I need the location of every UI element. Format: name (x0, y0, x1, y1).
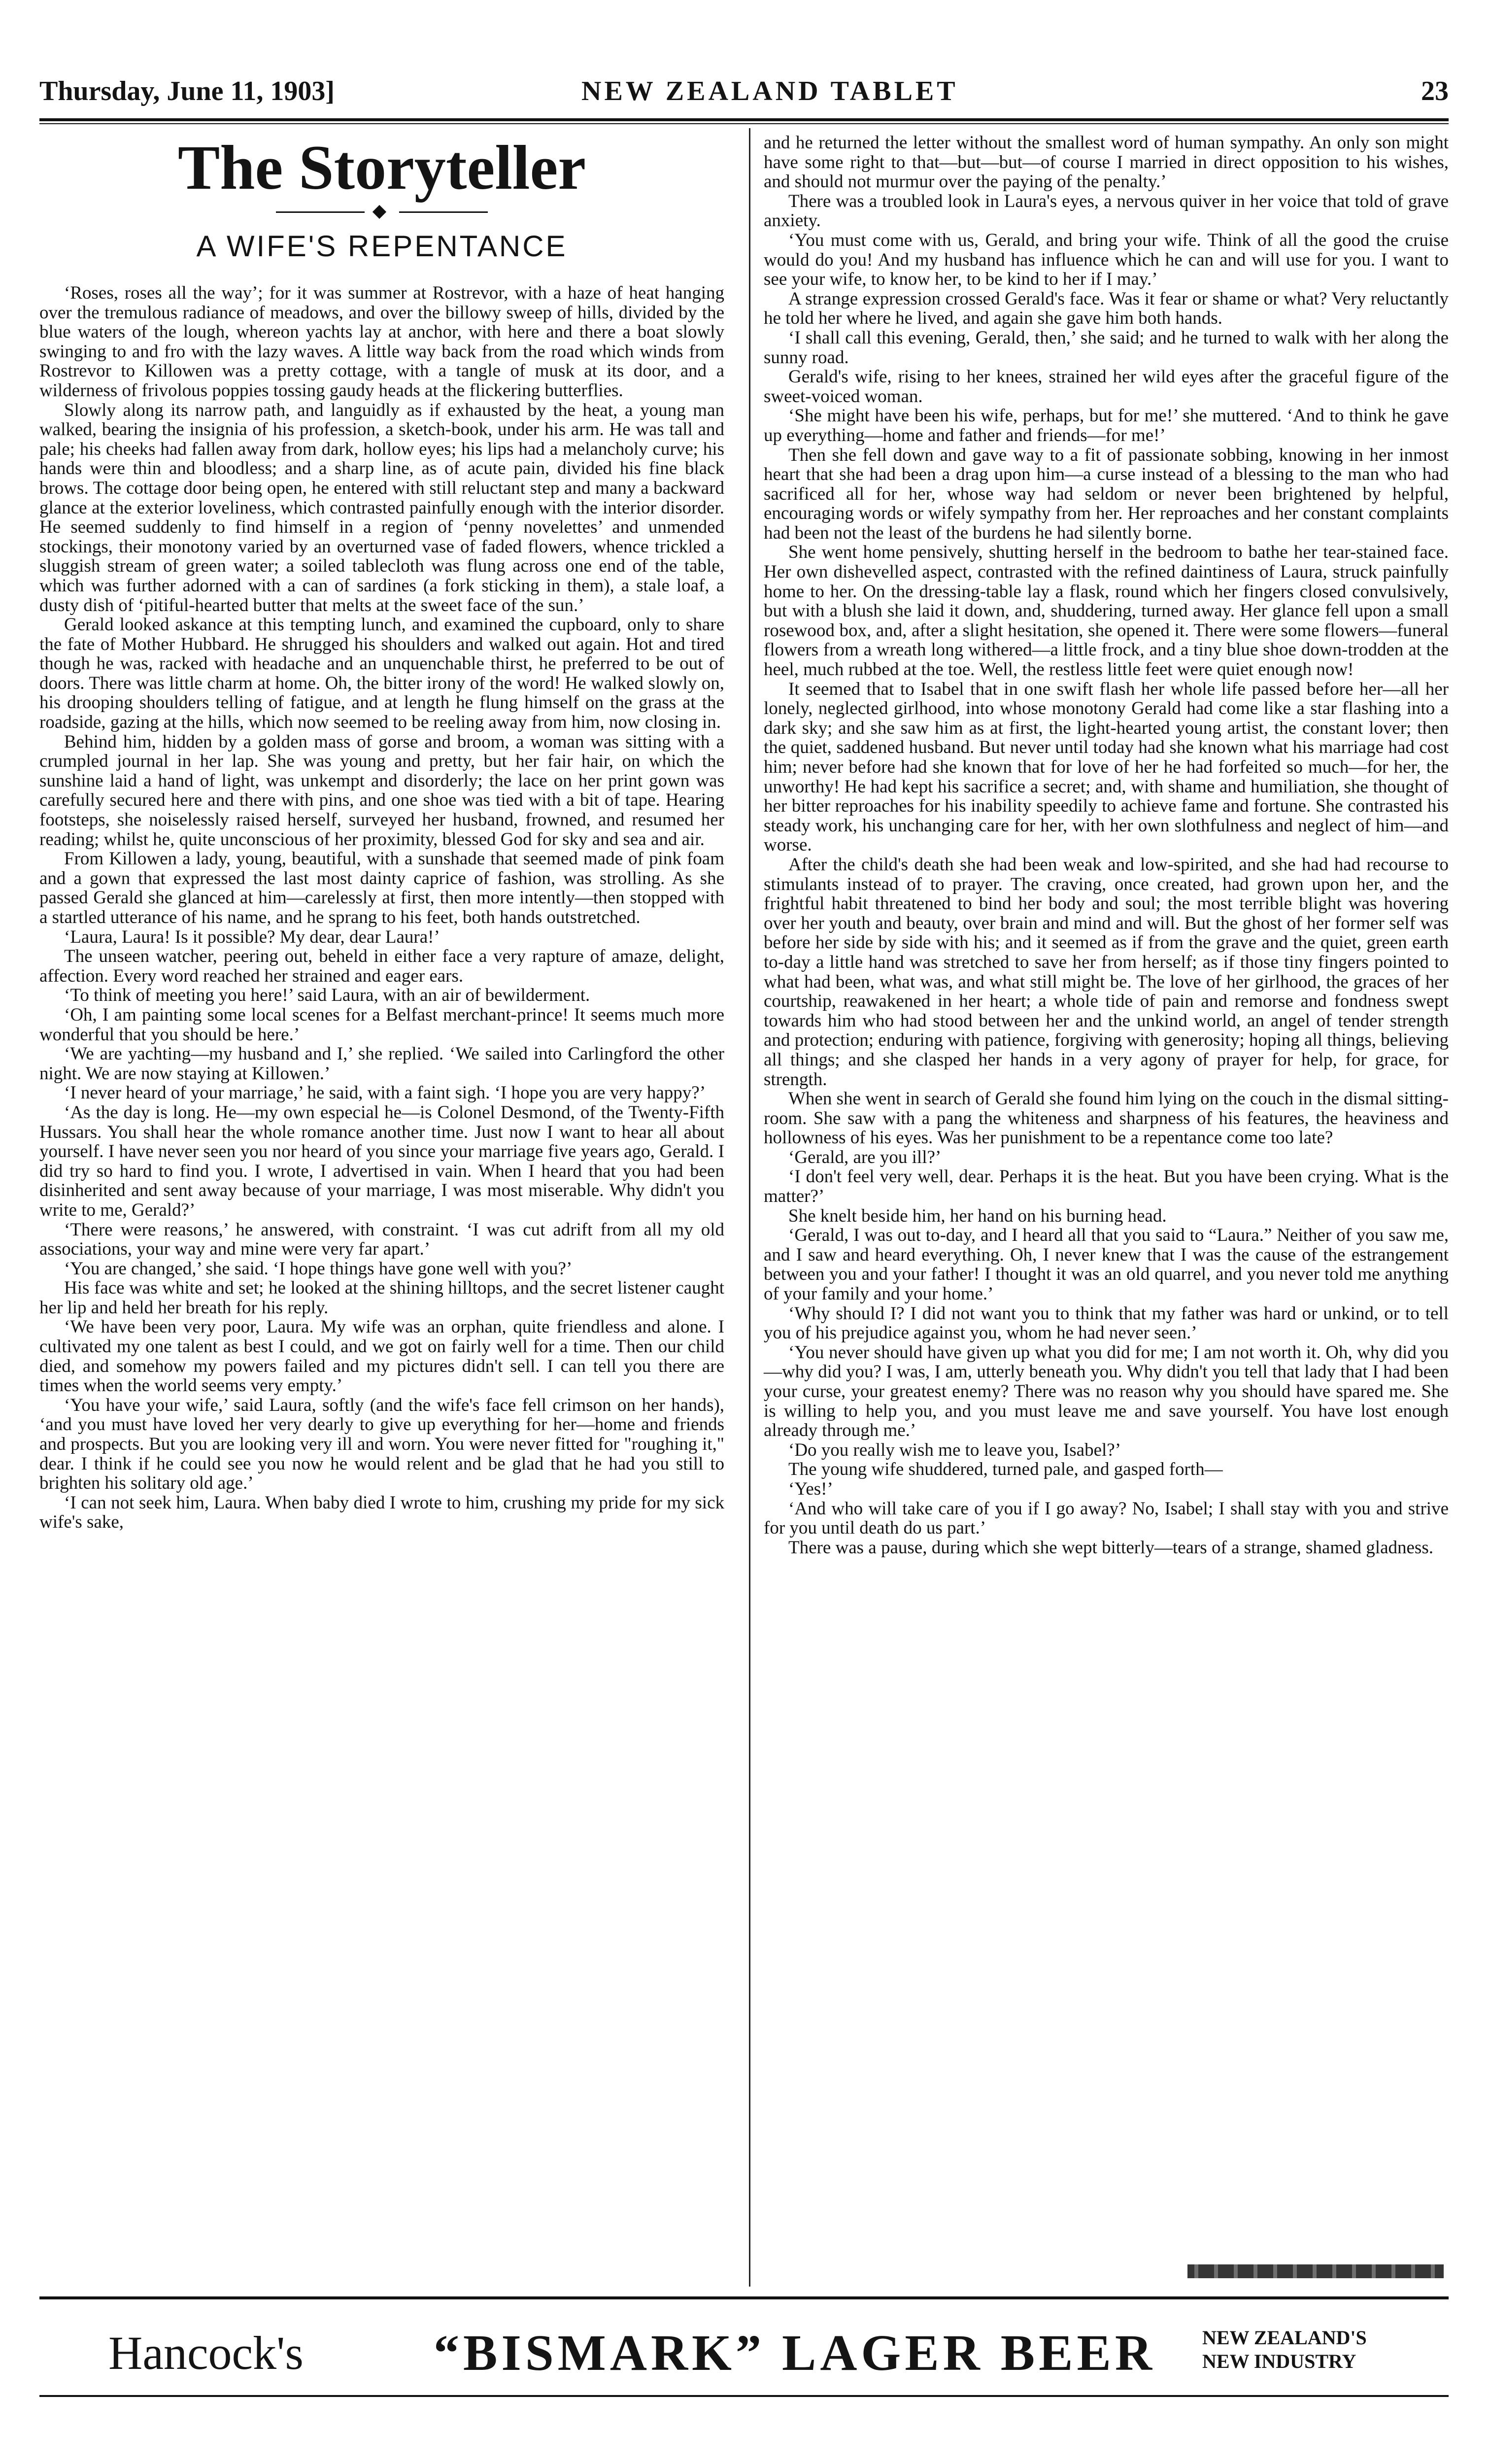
paragraph: After the child's death she had been weak and low-spirited, and she had had recourse to stimulants instead of to prayer. The craving, once created, had grown upon her, and the frightful habit threatened to bind her body and soul; the most terrible blight was hovering over her youth and beauty, over brain and mind and will. But the ghost of her former self was before her side by side with his; and it seemed as if from the grave and the quiet, green earth to-day a little hand was stretched to save her from herself; as if those tiny fingers pointed to what had been, what was, and what still might be. The love of her girlhood, the graces of her courtship, reawakened in her heart; a whole tide of pain and remorse and fondness swept towards him who had stood between her and the unkind world, an angel of tender strength and protection; enduring with patience, forgiving with generosity; hoping all things, believing all things; and she clasped her hands in a very agony of prayer for help, for grace, for strength. (764, 854, 1449, 1090)
paragraph: There was a troubled look in Laura's eyes, a nervous quiver in her voice that told of grave anxiety. (764, 191, 1449, 231)
paragraph: Gerald looked askance at this tempting lunch, and examined the cupboard, only to share the fate of Mother Hubbard. He shrugged his shoulders and walked out again. Hot and tired though he was, racked with headache and an unquenchable thirst, he preferred to be out of doors. There was little charm at home. Oh, the bitter irony of the word! He walked slowly on, his drooping shoulders telling of fatigue, and at length he flung himself on the grass at the roadside, gazing at the hills, which now seemed to be reeling away from him, now closing in. (39, 615, 724, 733)
section-heading: The Storyteller (177, 133, 586, 203)
advertisement (39, 2316, 1449, 2385)
paragraph: ‘Do you really wish me to leave you, Isabel?’ (788, 1439, 1121, 1460)
ad-tagline-line: NEW ZEALAND'S (1202, 2327, 1367, 2349)
paragraph: ‘I can not seek him, Laura. When baby died I wrote to him, crushing my pride for my sick wife's sake, (39, 1492, 724, 1533)
ad-maker: Hancock's (108, 2327, 304, 2379)
paragraph: ‘Laura, Laura! Is it possible? My dear, dear Laura!’ (64, 926, 440, 947)
paragraph: Then she fell down and gave way to a fit of passionate sobbing, knowing in her inmost heart that she had been a drag upon him—a curse instead of a blessing to the man who had sacrificed all for her, whose way had seldom or never been brightened by helpful, encouraging words or wifely sympathy from her. Her reproaches and her constant complaints had been not the least of the burdens he had silently borne. (764, 445, 1449, 543)
diamond-icon (372, 205, 386, 219)
paragraph: and he returned the letter without the smallest word of human sympathy. An only son might have some right to that—but—but—of course I married in direct opposition to his wishes, and should not murmur over the paying of the penalty.’ (764, 133, 1449, 192)
paragraph: ‘You have your wife,’ said Laura, softly (and the wife's face fell crimson on her hands), ‘and you must have loved her very dearly to give up everything for her—home and friends and prospects. But you are looking very ill and worn. You were never fitted for "roughing it," dear. I think if he could see you now he would relent and be glad that he had you still to brighten his solitary old age.’ (39, 1395, 724, 1494)
paragraph: ‘Gerald, are you ill?’ (788, 1147, 942, 1167)
paragraph: A strange expression crossed Gerald's face. Was it fear or shame or what? Very reluctantly he told her where he lived, and again she gave him both hands. (764, 288, 1449, 329)
paragraph: ‘You must come with us, Gerald, and bring your wife. Think of all the good the cruise would do you! And my husband has influence which he can and will use for you. I want to see your wife, to know her, to be kind to her if I may.’ (764, 230, 1449, 290)
ornament-divider (276, 207, 488, 217)
ad-product: “BISMARK” LAGER BEER (434, 2325, 1156, 2381)
paragraph: There was a pause, during which she wept bitterly—tears of a strange, shamed gladness. (788, 1537, 1433, 1558)
paragraph: She went home pensively, shutting herself in the bedroom to bathe her tear-stained face. Her own dishevelled aspect, contrasted with the refined daintiness of Laura, struck painfully home to her. On the dressing-table lay a flask, round which her fingers closed convulsively, but with a blush she laid it down, and, shuddering, turned away. Her glance fell upon a small rosewood box, and, after a slight hesitation, she opened it. There were some flowers—funeral flowers from a wreath long withered—a little frock, and a tiny blue shoe down-trodden at the heel, much rubbed at the toe. Well, the restless little feet were quiet enough now! (764, 542, 1449, 680)
ad-tagline (1202, 2326, 1367, 2373)
publication-title: NEW ZEALAND TABLET (581, 76, 958, 106)
paragraph: His face was white and set; he looked at the shining hilltops, and the secret listener caught her lip and held her breath for his reply. (39, 1278, 724, 1318)
paragraph: The unseen watcher, peering out, beheld in either face a very rapture of amaze, delight, affection. Every word reached her strained and eager ears. (39, 946, 724, 986)
paragraph: It seemed that to Isabel that in one swift flash her whole life passed before her—all her lonely, neglected girlhood, into whose monotony Gerald had come like a star flashing into a dark sky; and she saw him as at first, the light-hearted young artist, the constant lover; then the quiet, saddened husband. But never until today had she known what his marriage had cost him; never before had she known that for love of her he had forfeited so much—for her, the unworthy! He had kept his sacrifice a secret; and, with shame and humiliation, she thought of her bitter reproaches for his inability speedily to achieve fame and fortune. She contrasted his steady work, his unchanging care for her, with her own slothfulness and neglect of him—and worse. (764, 679, 1449, 856)
page-number: 23 (1421, 76, 1449, 106)
paragraph: She knelt beside him, her hand on his burning head. (788, 1205, 1167, 1226)
paragraph: ‘As the day is long. He—my own especial he—is Colonel Desmond, of the Twenty-Fifth Hussars. You shall hear the whole romance another time. Just now I want to hear all about yourself. I have never seen you nor heard of you since your marriage five years ago, Gerald. I did try so hard to find you. I wrote, I advertised in vain. When I heard that you had been disinherited and sent away because of your marriage, I was most miserable. Why didn't you write to me, Gerald?’ (39, 1102, 724, 1220)
paragraph: Behind him, hidden by a golden mass of gorse and broom, a woman was sitting with a crumpled journal in her lap. She was young and pretty, but her fair hair, on which the sunshine laid a hand of light, was unkempt and disorderly; the lace on her print gown was carefully secured here and there with pins, and one shoe was tied with a bit of tape. Hearing footsteps, she noiselessly raised herself, surveyed her husband, frowned, and resumed her reading; whilst he, quite unconscious of her proximity, blessed God for sky and sea and air. (39, 731, 724, 850)
paragraph: Slowly along its narrow path, and languidly as if exhausted by the heat, a young man walked, bearing the insignia of his profession, a sketch-book, under his arm. He was tall and pale; his cheeks had fallen away from dark, hollow eyes; his lips had a melancholy curve; his hands were thin and bloodless; and a sharp line, as of acute pain, divided his fine black brows. The cottage door being open, he entered with still reluctant step and many a backward glance at the exterior loveliness, which contrasted painfully enough with the interior disorder. He seemed suddenly to find himself in a region of ‘penny novelettes’ and unmended stockings, their monotony varied by an overturned vase of faded flowers, whence trickled a sluggish stream of green water; a soiled tablecloth was flung across one end of the table, which was further adorned with a can of sardines (a fork sticking in them), a stale loaf, a dusty dish of ‘pitiful-hearted butter that melts at the sweet face of the sun.’ (39, 400, 724, 616)
paragraph: ‘Roses, roses all the way’; for it was summer at Rostrevor, with a haze of heat hanging over the tremulous radiance of meadows, and over the billowy sweep of hills, divided by the blue waters of the lough, whereon yachts lay at anchor, with here and there a boat slowly swinging to and fro with the lazy waves. A little way back from the road which winds from Rostrevor to Killowen was a pretty cottage, with a tangle of musk at its door, and a wilderness of frivolous poppies tossing gaudy heads at the flickering butterflies. (39, 283, 724, 401)
footer-rule (39, 2395, 1449, 2397)
paragraph: ‘Why should I? I did not want you to think that my father was hard or unkind, or to tell you of his prejudice against you, whom he had never seen.’ (764, 1303, 1449, 1343)
paragraph: ‘I don't feel very well, dear. Perhaps it is the heat. But you have been crying. What is the matter?’ (764, 1166, 1449, 1207)
masthead-rule (39, 118, 1449, 124)
paragraph: ‘She might have been his wife, perhaps, but for me!’ she muttered. ‘And to think he gave up everything—home and father and friends—for me!’ (764, 406, 1449, 445)
paragraph: ‘Oh, I am painting some local scenes for a Belfast merchant-prince! It seems much more wonderful that you should be here.’ (39, 1004, 724, 1045)
paragraph: ‘I never heard of your marriage,’ he said, with a faint sigh. ‘I hope you are very happy?’ (64, 1083, 706, 1103)
paragraph: ‘There were reasons,’ he answered, with constraint. ‘I was cut adrift from all my old associations, your way and mine were very far apart.’ (39, 1219, 724, 1260)
paragraph: ‘Gerald, I was out to-day, and I heard all that you said to “Laura.” Neither of you saw me, and I saw and heard everything. Oh, I never knew that I was the cause of the estrangement between you and your father! I thought it was an old quarrel, and you never told me anything of your family and your home.’ (764, 1225, 1449, 1304)
advertisement-rule (39, 2296, 1449, 2299)
paragraph: ‘We are yachting—my husband and I,’ she replied. ‘We sailed into Carlingford the other night. We are now staying at Killowen.’ (39, 1044, 724, 1084)
story-title: A WIFE'S REPENTANCE (196, 230, 568, 263)
column-divider (749, 128, 750, 2287)
paragraph: ‘I shall call this evening, Gerald, then,’ she said; and he turned to walk with her along the sunny road. (764, 327, 1449, 368)
left-column (39, 283, 724, 1532)
paragraph: ‘Yes!’ (788, 1478, 833, 1499)
paragraph: When she went in search of Gerald she found him lying on the couch in the dismal sitting-room. She saw with a pang the whiteness and sharpness of his features, the heaviness and hollowness of his eyes. Was her punishment to be a repentance come too late? (764, 1089, 1449, 1148)
masthead (39, 71, 1449, 116)
paragraph: ‘And who will take care of you if I go away? No, Isabel; I shall stay with you and strive for you until death do us part.’ (764, 1498, 1449, 1539)
right-column (764, 133, 1449, 1557)
paragraph: ‘You are changed,’ she said. ‘I hope things have gone well with you?’ (64, 1258, 573, 1279)
paragraph: ‘We have been very poor, Laura. My wife was an orphan, quite friendless and alone. I cultivated my one talent as best I could, and we got on fairly well for a time. Then our child died, and somehow my powers failed and my pictures didn't sell. I can tell you there are times when the world seems very empty.’ (39, 1317, 724, 1396)
paragraph: The young wife shuddered, turned pale, and gasped forth— (788, 1459, 1223, 1480)
paragraph: ‘To think of meeting you here!’ said Laura, with an air of bewilderment. (64, 985, 590, 1006)
paragraph: ‘You never should have given up what you did for me; I am not worth it. Oh, why did you—why did you? I was, I am, utterly beneath you. Why didn't you tell that lady that I had been your curse, your greatest enemy? There was no reason why you should have spared me. She is willing to help you, and you must leave me and save yourself. You have lost enough already through me.’ (764, 1342, 1449, 1441)
ad-tagline-line: NEW INDUSTRY (1202, 2350, 1356, 2372)
issue-date: Thursday, June 11, 1903] (39, 76, 335, 106)
print-smudge (1187, 2264, 1444, 2278)
paragraph: Gerald's wife, rising to her knees, strained her wild eyes after the graceful figure of the sweet-voiced woman. (764, 367, 1449, 407)
paragraph: From Killowen a lady, young, beautiful, with a sunshade that seemed made of pink foam and a gown that expressed the last most dainty caprice of fashion, was strolling. As she passed Gerald she glanced at him—carelessly at first, then more intently—then stopped with a startled utterance of his name, and he sprang to his feet, both hands outstretched. (39, 849, 724, 927)
